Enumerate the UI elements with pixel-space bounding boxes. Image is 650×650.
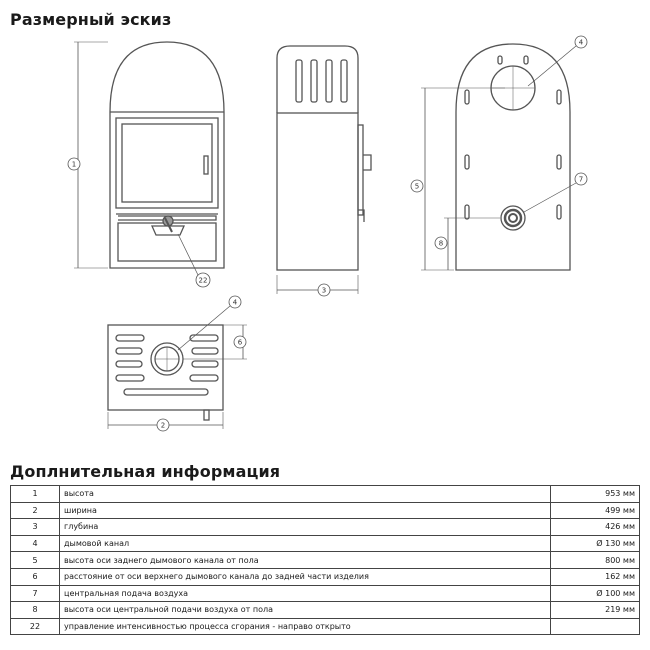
back-view <box>421 44 576 270</box>
callout-6 <box>234 336 246 348</box>
row-description: ширина <box>60 502 551 519</box>
row-number: 4 <box>11 535 60 552</box>
top-view <box>108 306 247 429</box>
callout-label: 4 <box>232 298 238 307</box>
row-number: 6 <box>11 568 60 585</box>
front-view <box>71 42 224 275</box>
side-view <box>277 46 371 294</box>
row-value: 162 мм <box>551 568 640 585</box>
row-description: высота оси заднего дымового канала от пола <box>60 552 551 569</box>
callout-label: 3 <box>321 286 327 295</box>
table-row <box>11 585 640 602</box>
callout-8 <box>435 237 447 249</box>
sketch-title: Размерный эскиз <box>10 10 172 29</box>
callout-7 <box>575 173 587 185</box>
row-number: 7 <box>11 585 60 602</box>
row-description: расстояние от оси верхнего дымового канала до задней части изделия <box>60 568 551 585</box>
row-value: 219 мм <box>551 602 640 619</box>
row-number: 2 <box>11 502 60 519</box>
row-value <box>551 618 640 635</box>
spec-table <box>10 485 640 635</box>
table-row <box>11 568 640 585</box>
row-value: Ø 130 мм <box>551 535 640 552</box>
callout-label: 4 <box>578 38 584 47</box>
callout-label: 7 <box>578 175 584 184</box>
table-row <box>11 535 640 552</box>
row-value: Ø 100 мм <box>551 585 640 602</box>
callout-4-back <box>575 36 587 48</box>
callout-label: 5 <box>414 182 420 191</box>
row-description: высота оси центральной подачи воздуха от пола <box>60 602 551 619</box>
row-number: 22 <box>11 618 60 635</box>
row-value: 499 мм <box>551 502 640 519</box>
row-value: 953 мм <box>551 486 640 503</box>
callout-3 <box>318 284 330 296</box>
callout-label: 8 <box>438 239 444 248</box>
callout-label: 1 <box>71 160 77 169</box>
row-description: дымовой канал <box>60 535 551 552</box>
row-number: 3 <box>11 519 60 536</box>
table-row <box>11 486 640 503</box>
callout-22 <box>196 273 210 287</box>
row-value: 800 мм <box>551 552 640 569</box>
row-description: глубина <box>60 519 551 536</box>
table-row <box>11 602 640 619</box>
table-row <box>11 519 640 536</box>
row-description: высота <box>60 486 551 503</box>
info-title: Доплнительная информация <box>10 462 281 481</box>
callout-label: 6 <box>237 338 243 347</box>
row-number: 5 <box>11 552 60 569</box>
callout-5 <box>411 180 423 192</box>
table-row <box>11 552 640 569</box>
row-number: 8 <box>11 602 60 619</box>
table-row <box>11 502 640 519</box>
callout-label: 22 <box>198 276 208 285</box>
callout-label: 2 <box>160 421 166 430</box>
callout-4-top <box>229 296 241 308</box>
row-description: центральная подача воздуха <box>60 585 551 602</box>
row-description: управление интенсивностью процесса сгорания - направо открыто <box>60 618 551 635</box>
row-value: 426 мм <box>551 519 640 536</box>
table-row <box>11 618 640 635</box>
row-number: 1 <box>11 486 60 503</box>
callout-1 <box>68 158 80 170</box>
callout-2 <box>157 419 169 431</box>
